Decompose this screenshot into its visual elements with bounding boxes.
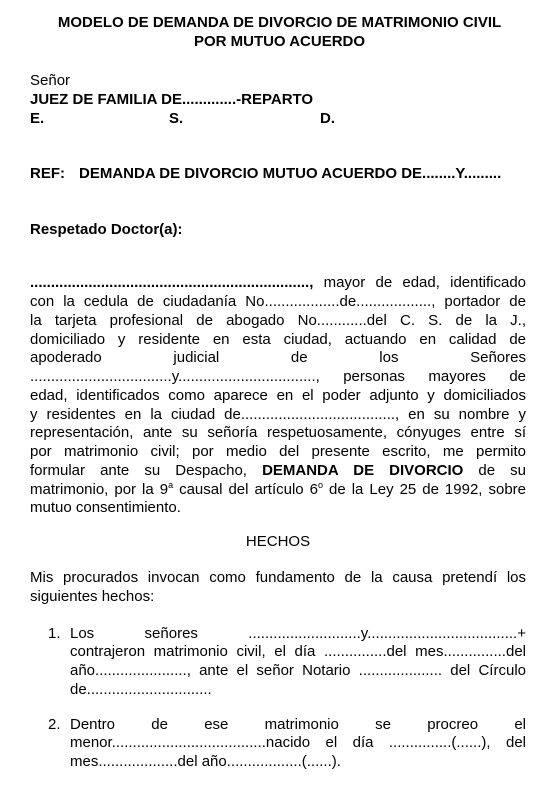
esd-s: S. <box>169 110 184 127</box>
intro-line: siguientes hechos: <box>30 588 155 605</box>
reference-label: REF: <box>30 165 65 182</box>
judge-line: JUEZ DE FAMILIA DE.............-REPARTO <box>30 91 314 108</box>
body-line: mutuo consentimiento. <box>30 499 181 516</box>
body-line: la tarjeta profesional de abogado No............del C. S. de la J., <box>30 312 526 329</box>
list-item-line: año......................, ante el señor Notario .................... del Círculo <box>70 662 526 679</box>
document-title-line-2: POR MUTUO ACUERDO <box>193 33 366 50</box>
reference-line <box>30 164 502 183</box>
list-item-line: Los señores ...........................y....................................+ <box>70 625 526 642</box>
esd-e: E. <box>30 110 45 127</box>
list-item-line: contrajeron matrimonio civil, el día ...............del mes...............del <box>70 643 526 660</box>
body-line: edad, identificados como aparece en el poder adjunto y domiciliados <box>30 387 526 404</box>
list-item-number: 1. <box>48 625 61 642</box>
salutation: Señor <box>30 72 71 89</box>
document-title-line-1: MODELO DE DEMANDA DE DIVORCIO DE MATRIMONIO CIVIL <box>57 14 502 31</box>
body-line: matrimonio, por la 9$^a$ causal del artículo 6$^o$ de la Ley 25 de 1992, sobre <box>30 480 526 498</box>
esd-line <box>30 109 335 128</box>
list-item-number: 2. <box>48 716 61 733</box>
body-line: apoderado judicial de los Señores <box>30 349 526 366</box>
body-line: domiciliado y residente en esta ciudad, actuando en calidad de <box>30 331 526 348</box>
reference-text: DEMANDA DE DIVORCIO MUTUO ACUERDO DE........Y......... <box>79 165 502 182</box>
list-item-line: menor.....................................nacido el día ...............(......), del <box>70 734 526 751</box>
list-item-line: mes...................del año..................(......). <box>70 753 341 770</box>
body-line: y residentes en la ciudad de....................................., en su nombre y <box>30 406 526 423</box>
body-line: representación, ante su señoría respetuosamente, cónyuges entre sí <box>30 424 526 441</box>
hechos-heading: HECHOS <box>245 533 311 550</box>
esd-d: D. <box>320 110 335 127</box>
body-line: por matrimonio civil; por medio del presente escrito, me permito <box>30 443 526 460</box>
list-item-line: Dentro de ese matrimonio se procreo el <box>70 716 526 733</box>
greeting: Respetado Doctor(a): <box>30 221 183 238</box>
intro-line: Mis procurados invocan como fundamento de la causa pretendí los <box>30 569 526 586</box>
client-name-blank: ..................................................................., <box>30 274 314 291</box>
body-line: con la cedula de ciudadanía No..................de.................., portador de <box>30 293 526 310</box>
body-line: ..................................................................., mayor de edad, identificado <box>30 274 526 291</box>
demanda-de-divorcio-emphasis: DEMANDA DE DIVORCIO <box>262 462 464 479</box>
body-line: formular ante su Despacho, DEMANDA DE DIVORCIO de su <box>30 462 526 479</box>
body-line: ..................................y................................., personas mayores de <box>30 368 526 385</box>
list-item-line: de.............................. <box>70 681 212 698</box>
